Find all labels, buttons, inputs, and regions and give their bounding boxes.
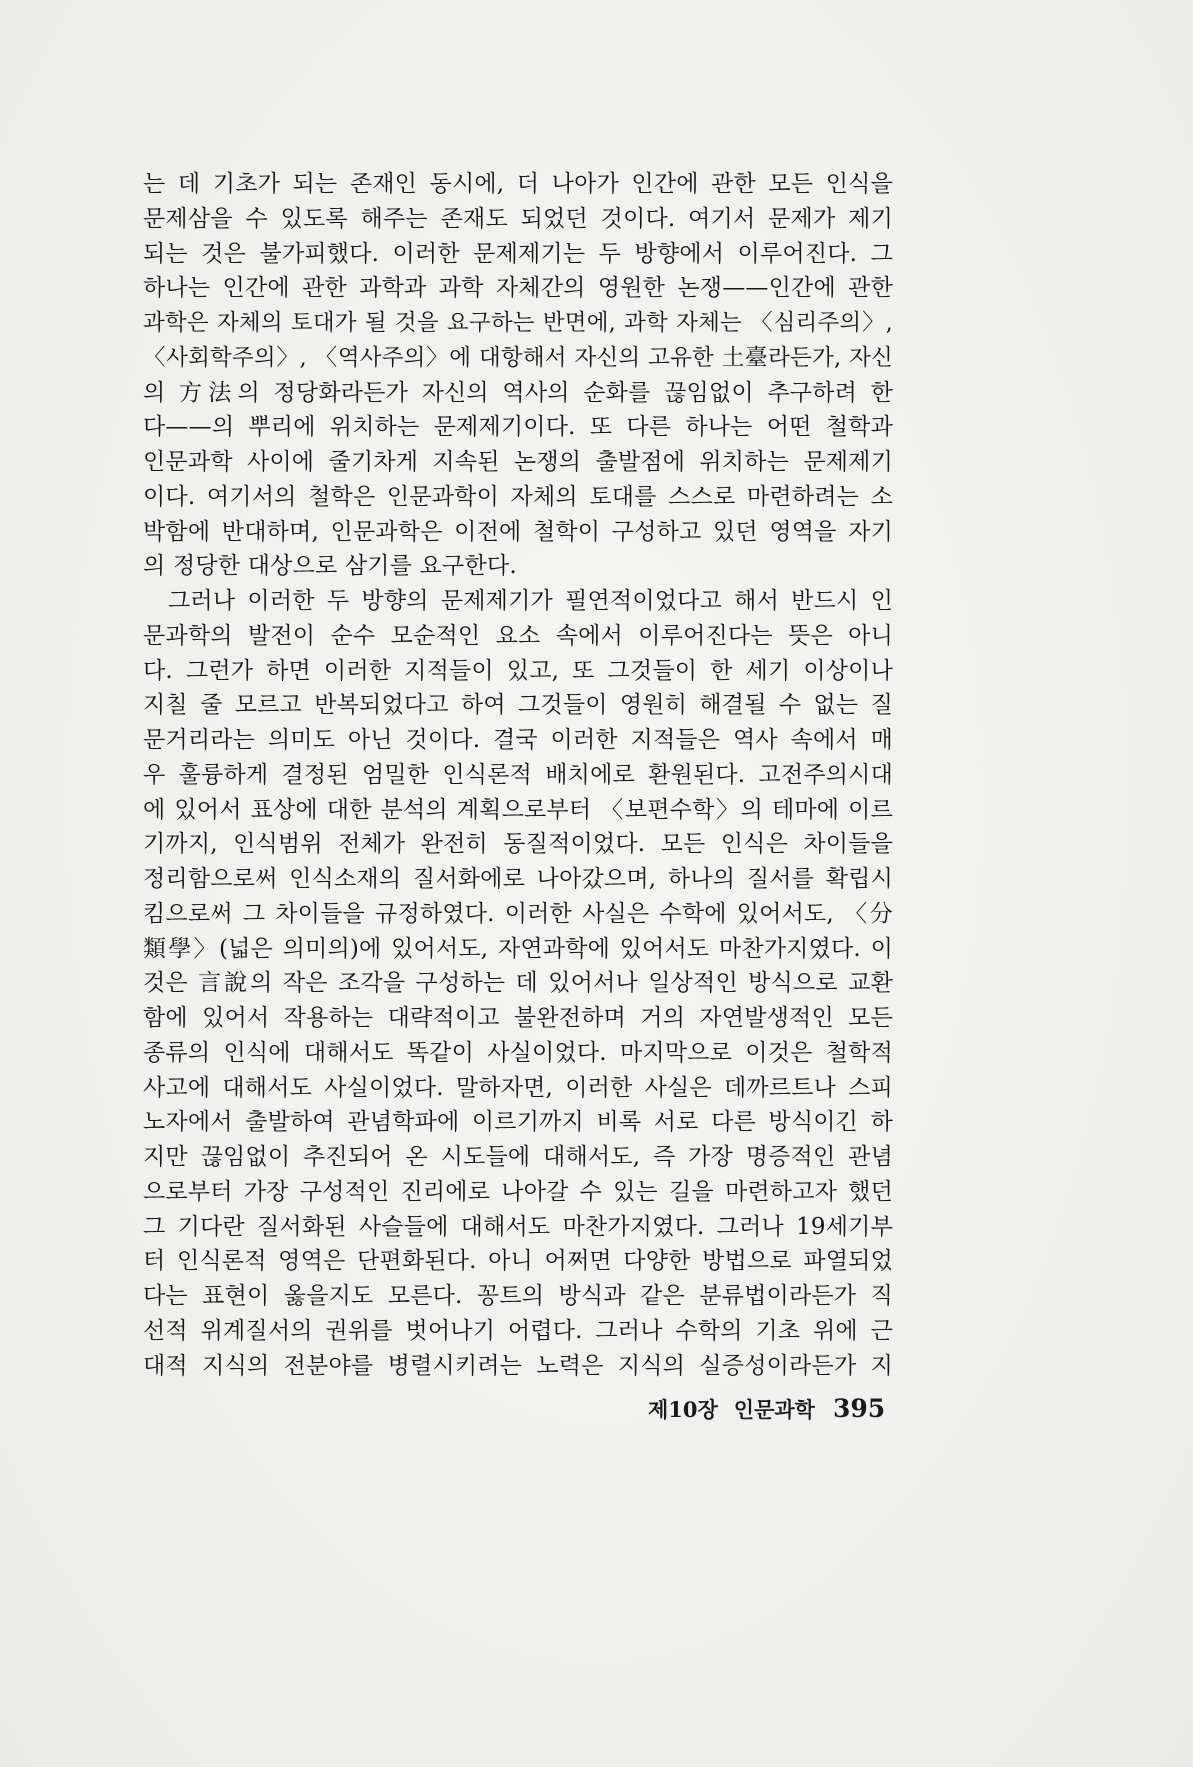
text-line: 우 훌륭하게 결정된 엄밀한 인식론적 배치에로 환원된다. 고전주의시대 — [143, 761, 893, 788]
chapter-title: 인문과학 — [733, 1397, 815, 1422]
text-line: 노자에서 출발하여 관념학파에 이르기까지 비록 서로 다른 방식이긴 하 — [143, 1109, 893, 1136]
body-text — [143, 167, 893, 1383]
text-line: 에 있어서 표상에 대한 분석의 계획으로부터 〈보편수학〉의 테마에 이르 — [143, 796, 893, 823]
text-line: 으로부터 가장 구성적인 진리에로 나아갈 수 있는 길을 마련하고자 했던 — [143, 1178, 893, 1205]
text-line: 박함에 반대하며, 인문과학은 이전에 철학이 구성하고 있던 영역을 자기 — [143, 518, 893, 545]
paragraph — [143, 167, 893, 584]
text-line: 지만 끊임없이 추진되어 온 시도들에 대해서도, 즉 가장 명증적인 관념 — [143, 1144, 893, 1170]
text-line: 과학은 자체의 토대가 될 것을 요구하는 반면에, 과학 자체는 〈심리주의〉, — [143, 310, 893, 336]
text-line: 되는 것은 불가피했다. 이러한 문제제기는 두 방향에서 이루어진다. 그 — [143, 240, 893, 267]
text-line: 기까지, 인식범위 전체가 완전히 동질적이었다. 모든 인식은 차이들을 — [143, 831, 893, 858]
text-line: 대적 지식의 전분야를 병렬시키려는 노력은 지식의 실증성이라든가 지 — [143, 1352, 893, 1379]
text-line: 하나는 인간에 관한 과학과 과학 자체간의 영원한 논쟁——인간에 관한 — [143, 275, 893, 302]
text-line: 는 데 기초가 되는 존재인 동시에, 더 나아가 인간에 관한 모든 인식을 — [143, 171, 893, 197]
text-line: 터 인식론적 영역은 단편화된다. 아니 어쩌면 다양한 방법으로 파열되었 — [143, 1248, 893, 1275]
text-line: 이다. 여기서의 철학은 인문과학이 자체의 토대를 스스로 마련하려는 소 — [143, 483, 893, 510]
text-line: 그 기다란 질서화된 사슬들에 대해서도 마찬가지였다. 그러나 19세기부 — [143, 1213, 893, 1240]
text-line: 함에 있어서 작용하는 대략적이고 불완전하며 거의 자연발생적인 모든 — [143, 1005, 893, 1031]
text-line: 다——의 뿌리에 위치하는 문제제기이다. 또 다른 하나는 어떤 철학과 — [143, 414, 893, 441]
text-line: 의 정당한 대상으로 삼기를 요구한다. — [143, 553, 517, 580]
chapter-label: 제10장 — [648, 1397, 718, 1422]
text-line: 〈사회학주의〉, 〈역사주의〉에 대항해서 자신의 고유한 土臺라든가, 자신 — [143, 344, 893, 371]
text-line: 문제삼을 수 있도록 해주는 존재도 되었던 것이다. 여기서 문제가 제기 — [143, 205, 893, 232]
text-line: 다. 그런가 하면 이러한 지적들이 있고, 또 그것들이 한 세기 이상이나 — [143, 657, 893, 684]
text-line: 것은 言說의 작은 조각을 구성하는 데 있어서나 일상적인 방식으로 교환 — [143, 970, 893, 997]
text-line: 문과학의 발전이 순수 모순적인 요소 속에서 이루어진다는 뜻은 아니 — [143, 622, 893, 649]
text-line: 문거리라는 의미도 아닌 것이다. 결국 이러한 지적들은 역사 속에서 매 — [143, 727, 893, 753]
paragraph — [143, 584, 893, 1383]
page-number: 395 — [832, 1394, 886, 1423]
text-line: 사고에 대해서도 사실이었다. 말하자면, 이러한 사실은 데까르트나 스피 — [143, 1074, 893, 1101]
text-line: 정리함으로써 인식소재의 질서화에로 나아갔으며, 하나의 질서를 확립시 — [143, 866, 893, 892]
text-line: 킴으로써 그 차이들을 규정하였다. 이러한 사실은 수학에 있어서도, 〈分 — [143, 900, 893, 927]
text-line: 類學〉(넓은 의미의)에 있어서도, 자연과학에 있어서도 마찬가지였다. 이 — [143, 935, 893, 962]
text-line: 다는 표현이 옳을지도 모른다. 꽁트의 방식과 같은 분류법이라든가 직 — [143, 1283, 893, 1309]
text-line: 선적 위계질서의 권위를 벗어나기 어렵다. 그러나 수학의 기초 위에 근 — [143, 1317, 893, 1344]
text-line: 의 方法의 정당화라든가 자신의 역사의 순화를 끊임없이 추구하려 한 — [143, 379, 893, 406]
text-line: 종류의 인식에 대해서도 똑같이 사실이었다. 마지막으로 이것은 철학적 — [143, 1039, 893, 1066]
text-line: 인문과학 사이에 줄기차게 지속된 논쟁의 출발점에 위치하는 문제제기 — [143, 449, 893, 475]
text-line: 그러나 이러한 두 방향의 문제제기가 필연적이었다고 해서 반드시 인 — [168, 588, 893, 614]
text-line: 지칠 줄 모르고 반복되었다고 하여 그것들이 영원히 해결될 수 없는 질 — [143, 692, 893, 719]
running-footer — [648, 1394, 885, 1426]
